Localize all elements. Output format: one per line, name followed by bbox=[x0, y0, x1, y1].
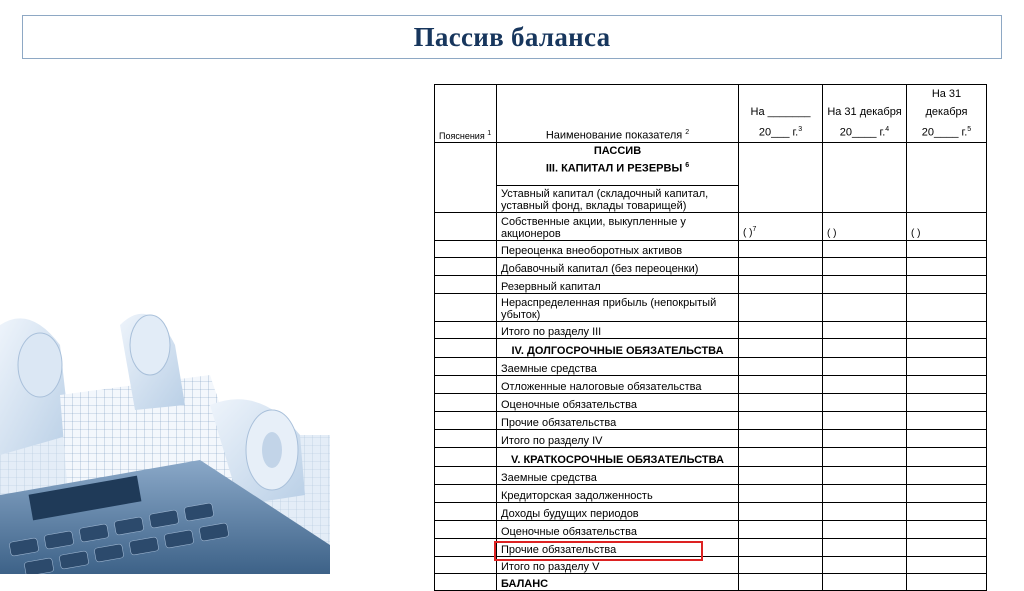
table-row bbox=[435, 275, 987, 293]
balans-label: БАЛАНС bbox=[497, 573, 739, 590]
table-row bbox=[435, 375, 987, 393]
table-row bbox=[435, 240, 987, 257]
row-label: Заемные средства bbox=[497, 357, 739, 375]
table-row bbox=[435, 357, 987, 375]
table-row bbox=[435, 257, 987, 275]
table-row bbox=[435, 573, 987, 590]
table-row: Собственные акции, выкупленные у акционеров ( )$^7$ ( ) ( ) bbox=[435, 212, 987, 240]
table-row bbox=[435, 429, 987, 447]
row-label: Оценочные обязательства bbox=[497, 520, 739, 538]
header-period-3: На 31 декабря 20____ г.$^5$ bbox=[907, 85, 987, 143]
row-label: Итого по разделу V bbox=[497, 556, 739, 573]
row-label: Резервный капитал bbox=[497, 275, 739, 293]
row-label: Прочие обязательства bbox=[497, 538, 739, 556]
section-heading-4: IV. ДОЛГОСРОЧНЫЕ ОБЯЗАТЕЛЬСТВА bbox=[497, 338, 739, 357]
row-label: Оценочные обязательства bbox=[497, 393, 739, 411]
table-row bbox=[435, 321, 987, 338]
paper-rolls-and-calculator-icon bbox=[0, 285, 330, 574]
table-row bbox=[435, 502, 987, 520]
row-label: Уставный капитал (складочный капитал, уставный фонд, вклады товарищей) bbox=[497, 185, 739, 212]
table-row bbox=[435, 520, 987, 538]
row-label: Кредиторская задолженность bbox=[497, 484, 739, 502]
balance-sheet-table bbox=[434, 84, 987, 591]
table-row bbox=[435, 338, 987, 357]
row-label: Переоценка внеоборотных активов bbox=[497, 240, 739, 257]
table-row bbox=[435, 466, 987, 484]
row-label: Итого по разделу IV bbox=[497, 429, 739, 447]
section-heading-3: ПАССИВ III. КАПИТАЛ И РЕЗЕРВЫ $^6$ bbox=[497, 142, 739, 185]
header-indicator-name: Наименование показателя $^2$ bbox=[497, 85, 739, 143]
row-label: Итого по разделу III bbox=[497, 321, 739, 338]
row-label: Прочие обязательства bbox=[497, 411, 739, 429]
row-label: Добавочный капитал (без переоценки) bbox=[497, 257, 739, 275]
header-notes: Пояснения $^1$ bbox=[435, 85, 497, 143]
table-row bbox=[435, 447, 987, 466]
row-label: Собственные акции, выкупленные у акционеров bbox=[497, 212, 739, 240]
row-label: Доходы будущих периодов bbox=[497, 502, 739, 520]
table-header-row bbox=[435, 85, 987, 143]
table-row bbox=[435, 393, 987, 411]
row-label: Нераспределенная прибыль (непокрытый убыток) bbox=[497, 293, 739, 321]
table-row bbox=[435, 411, 987, 429]
balans-highlight-frame bbox=[494, 541, 703, 561]
header-period-2: На 31 декабря 20____ г.$^4$ bbox=[823, 85, 907, 143]
table-row bbox=[435, 142, 987, 185]
table-row bbox=[435, 293, 987, 321]
row-label: Отложенные налоговые обязательства bbox=[497, 375, 739, 393]
page-title: Пассив баланса bbox=[413, 21, 611, 52]
section-heading-5: V. КРАТКОСРОЧНЫЕ ОБЯЗАТЕЛЬСТВА bbox=[497, 447, 739, 466]
row-label: Заемные средства bbox=[497, 466, 739, 484]
title-frame bbox=[22, 15, 1002, 59]
header-period-1: На _______ 20___ г.$^3$ bbox=[739, 85, 823, 143]
table-row bbox=[435, 484, 987, 502]
